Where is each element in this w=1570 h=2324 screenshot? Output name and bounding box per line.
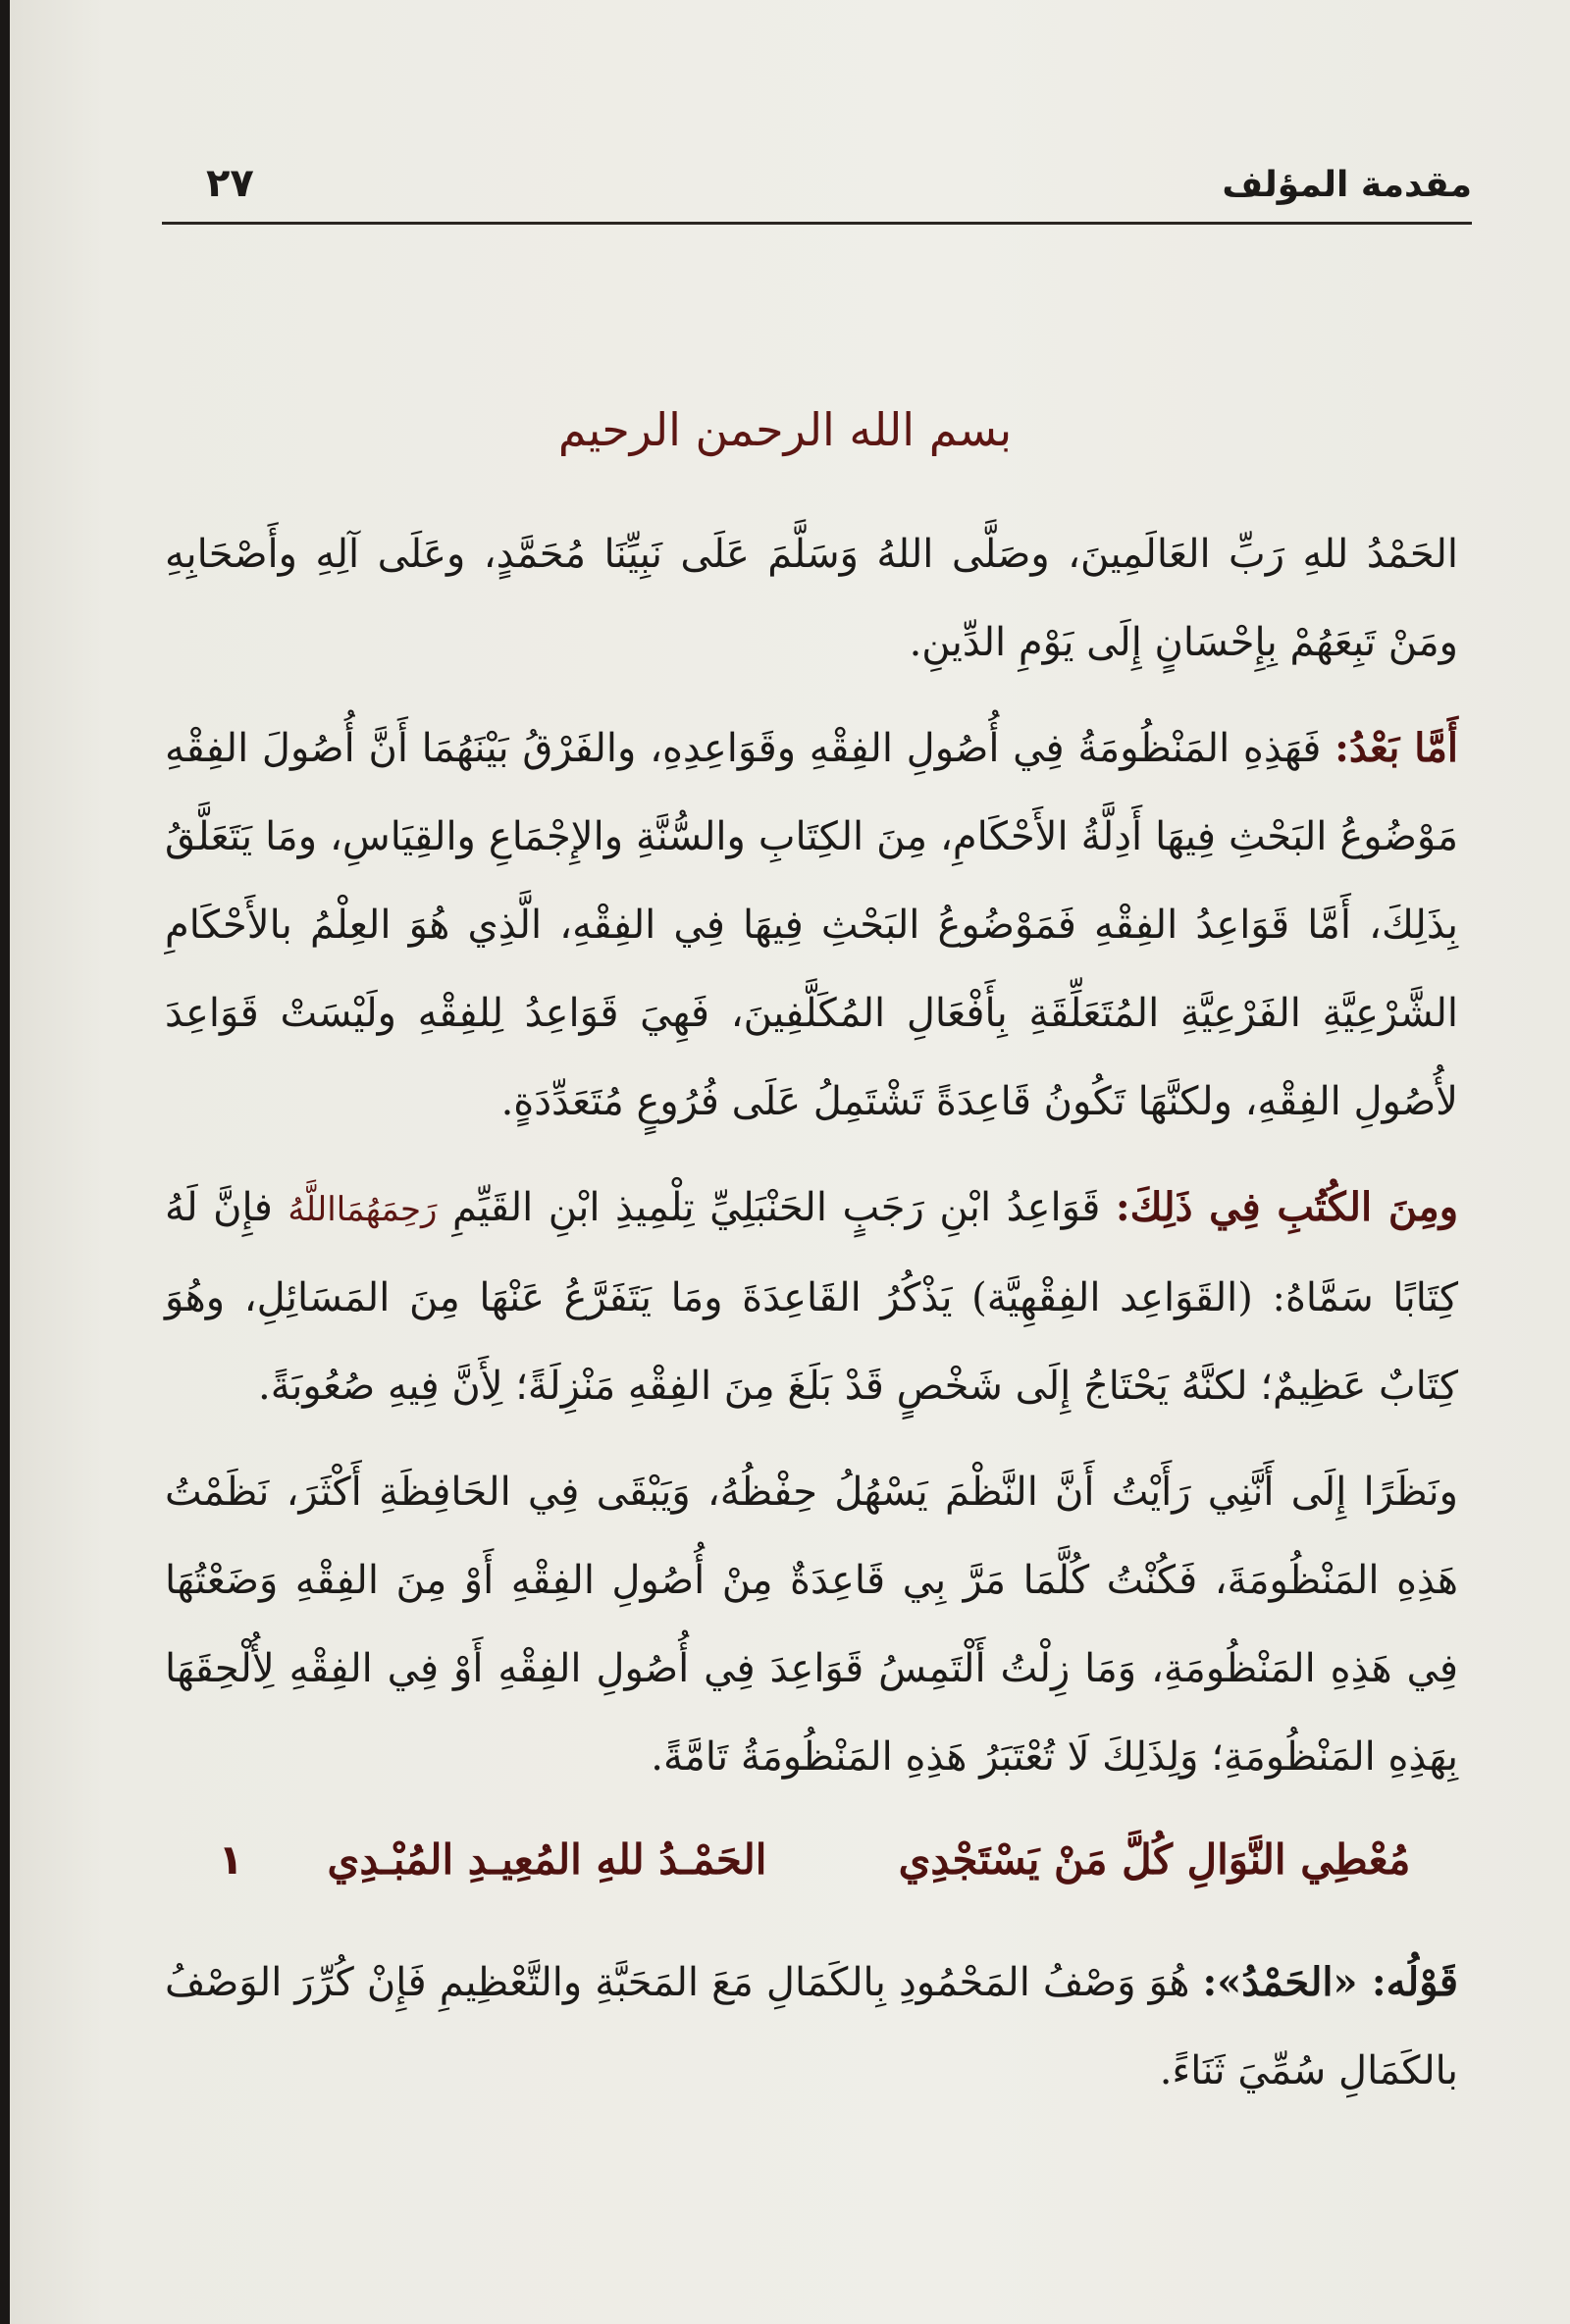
- paragraph-text: هُوَ وَصْفُ المَحْمُودِ بِالكَمَالِ مَعَ المَحَبَّةِ والتَّعْظِيمِ فَإِنْ كُرِّرَ الوَصْفُ بالكَمَالِ سُمِّيَ ثَنَاءً.: [165, 1960, 1458, 2093]
- verse-second-hemistich: مُعْطِي النَّوَالِ كُلَّ مَنْ يَسْتَجْدِي: [898, 1835, 1411, 1884]
- paragraph-text: فَهَذِهِ المَنْظُومَةُ فِي أُصُولِ الفِقْهِ وقَوَاعِدِهِ، والفَرْقُ بَيْنَهُمَا أَنَّ أُصُولَ الفِقْهِ مَوْضُوعُ البَحْثِ فِيهَا أَدِلَّةُ الأَحْكَامِ، مِنَ الكِتَابِ والسُّنَّةِ والإِجْمَاعِ والقِيَاسِ، ومَا يَتَعَلَّقُ بِذَلِكَ، أَمَّا قَوَاعِدُ الفِقْهِ فَمَوْضُوعُ البَحْثِ فِيهَا فِي الفِقْهِ، الَّذِي هُوَ العِلْمُ بالأَحْكَامِ الشَّرْعِيَّةِ الفَرْعِيَّةِ المُتَعَلِّقَةِ بِأَفْعَالِ المُكَلَّفِينَ، فَهِيَ قَوَاعِدُ لِلفِقْهِ ولَيْسَتْ قَوَاعِدَ لأُصُولِ الفِقْهِ، ولكنَّهَا تَكُونُ قَاعِدَةً تَشْتَمِلُ عَلَى فُرُوعٍ مُتَعَدِّدَةٍ.: [165, 726, 1458, 1124]
- running-header: [162, 157, 1472, 225]
- verse-line: [165, 1821, 1458, 1899]
- paragraph-commentary: [165, 1938, 1458, 2115]
- chapter-title: مقدمة المؤلف: [1222, 165, 1472, 205]
- honorific: رَحِمَهُمَااللَّهُ: [288, 1190, 438, 1229]
- paragraph-text: قَوَاعِدُ ابْنِ رَجَبٍ الحَنْبَلِيِّ تِلْمِيذِ ابْنِ القَيِّمِ: [452, 1185, 1101, 1230]
- main-text: [165, 510, 1458, 2133]
- commentary-label: قَوْلُه: «الحَمْدُ»:: [1202, 1959, 1458, 2005]
- paragraph-lead: ومِنَ الكُتُبِ فِي ذَلِكَ:: [1115, 1184, 1459, 1230]
- paragraph-books: [165, 1163, 1458, 1430]
- paragraph-intro: [165, 704, 1458, 1146]
- paragraph-reason: ونَظَرًا إِلَى أَنَّنِي رَأَيْتُ أَنَّ النَّظْمَ يَسْهُلُ حِفْظُهُ، وَيَبْقَى فِي الحَافِظَةِ أَكْثَرَ، نَظَمْتُ هَذِهِ المَنْظُومَةَ، فَكُنْتُ كُلَّمَا مَرَّ بِي قَاعِدَةٌ مِنْ أُصُولِ الفِقْهِ أَوْ مِنَ الفِقْهِ وَضَعْتُهَا فِي هَذِهِ المَنْظُومَةِ، وَمَا زِلْتُ أَلْتَمِسُ قَوَاعِدَ فِي أُصُولِ الفِقْهِ أَوْ فِي الفِقْهِ لِأُلْحِقَهَا بِهَذِهِ المَنْظُومَةِ؛ وَلِذَلِكَ لَا تُعْتَبَرُ هَذِهِ المَنْظُومَةُ تَامَّةً.: [165, 1470, 1458, 1780]
- page-number: ٢٧: [206, 161, 254, 206]
- verse-first-hemistich: الحَمْـدُ للهِ المُعِيـدِ المُبْـدِي: [327, 1835, 767, 1884]
- basmala-calligraphy: بسم الله الرحمن الرحيم: [557, 403, 1013, 456]
- book-spine-edge: [0, 0, 10, 2324]
- paragraph-text: فإِنَّ لَهُ كِتَابًا سَمَّاهُ: (القَوَاعِد الفِقْهِيَّة) يَذْكُرُ القَاعِدَةَ ومَا يَتَفَرَّعُ عَنْهَا مِنَ المَسَائِلِ، وهُوَ كِتَابٌ عَظِيمٌ؛ لكنَّهُ يَحْتَاجُ إِلَى شَخْصٍ قَدْ بَلَغَ مِنَ الفِقْهِ مَنْزِلَةً؛ لِأَنَّ فِيهِ صُعُوبَةً.: [165, 1185, 1458, 1409]
- paragraph-lead: أَمَّا بَعْدُ:: [1334, 725, 1459, 771]
- verse-number: ١: [218, 1835, 243, 1884]
- paragraph-praise: الحَمْدُ للهِ رَبِّ العَالَمِينَ، وصَلَّى اللهُ وَسَلَّمَ عَلَى نَبِيِّنَا مُحَمَّدٍ، وعَلَى آلِهِ وأَصْحَابِهِ ومَنْ تَبِعَهُمْ بِإِحْسَانٍ إِلَى يَوْمِ الدِّينِ.: [165, 532, 1458, 665]
